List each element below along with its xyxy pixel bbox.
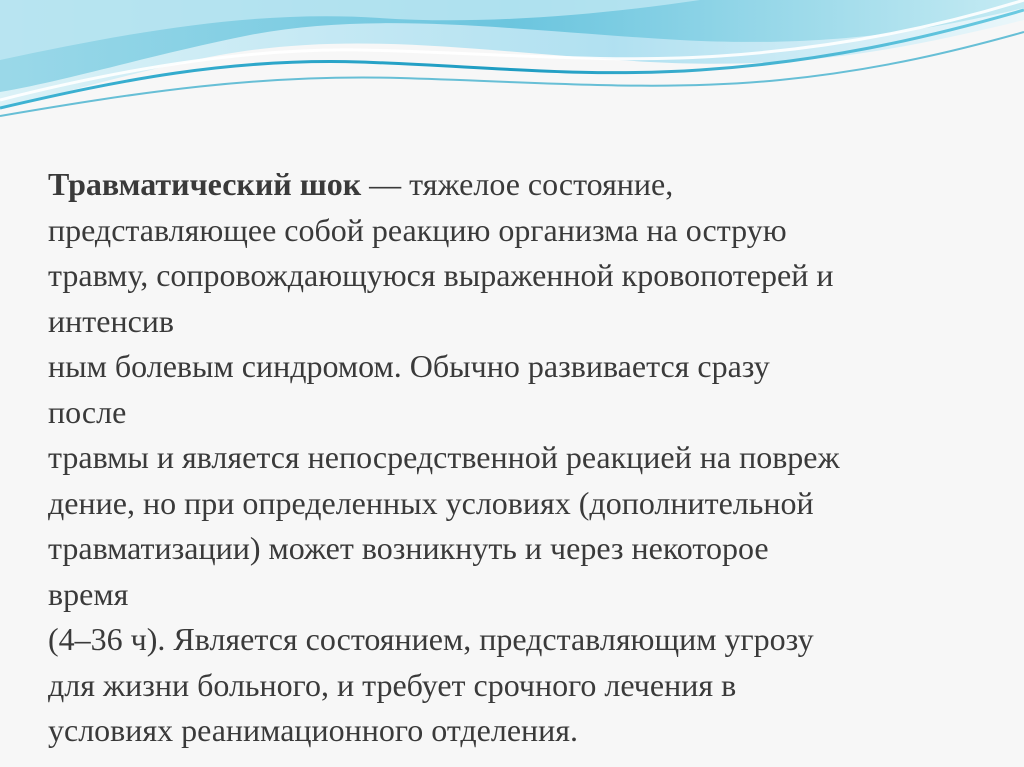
definition-text [48,162,978,754]
text-line: травмы и является непосредственной реакцией на повреж [48,439,840,475]
term-bold: Травматический шок [48,166,362,202]
text-line: после [48,393,127,430]
text-line: дение, но при определенных условиях (дополнительной [48,484,814,521]
text-line: время [48,575,129,612]
text-line: для жизни больного, и требует срочного лечения в [48,666,737,703]
text-line-fragment: — тяжелое состояние, [361,166,674,202]
text-line: условиях реанимационного отделения. [48,712,578,748]
text-line: представляющее собой реакцию организма на острую [48,211,787,248]
text-line [48,162,978,208]
text-line: травматизации) может возникнуть и через некоторое [48,530,769,566]
text-line: травму, сопровождающуюся выраженной кровопотерей и [48,257,834,293]
text-line: интенсив [48,302,174,339]
text-line: (4–36 ч). Является состоянием, представляющим угрозу [48,621,814,657]
text-line: ным болевым синдромом. Обычно развивается сразу [48,348,770,384]
decorative-wave-header [0,0,1024,130]
